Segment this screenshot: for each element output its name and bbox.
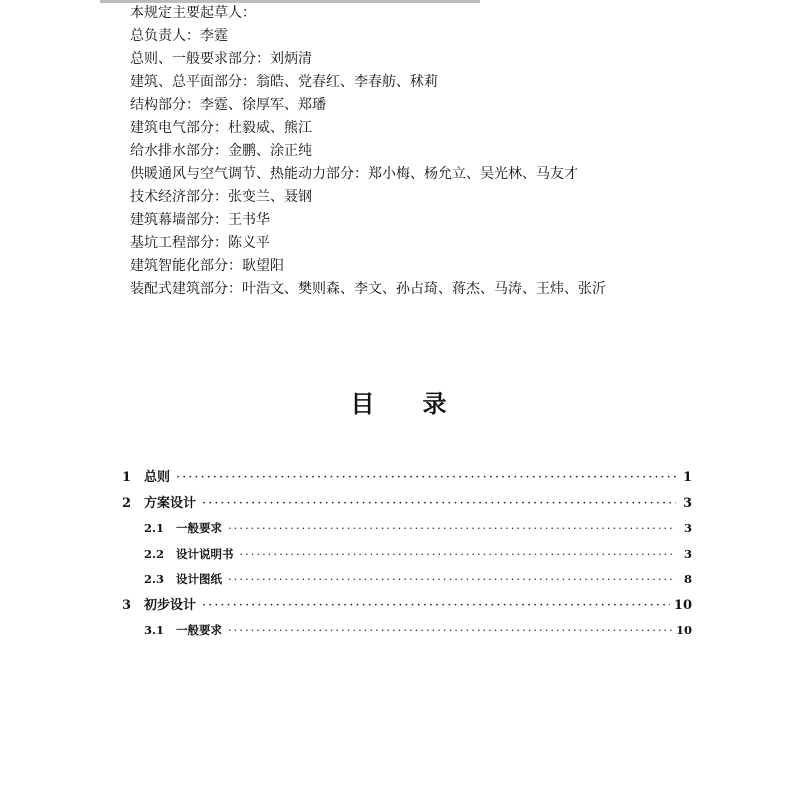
drafters-heading: 本规定主要起草人： <box>130 5 256 21</box>
toc-entry-page: 3 <box>683 521 692 535</box>
toc-entry[interactable] <box>122 542 692 568</box>
toc-entry-title: 初步设计 <box>144 597 197 613</box>
toc-entry-title: 一般要求 <box>176 521 222 535</box>
toc-entry-number: 3 <box>122 597 132 613</box>
drafter-line: 基坑工程部分：陈义平 <box>130 235 270 251</box>
drafter-line: 总则、一般要求部分：刘炳清 <box>130 51 312 67</box>
toc-entry-title: 一般要求 <box>176 623 222 637</box>
toc-leader-dots <box>228 618 672 644</box>
toc-title: 目录 <box>350 390 495 418</box>
table-of-contents <box>122 465 692 644</box>
toc-entry-number: 2 <box>122 495 132 511</box>
toc-entry-page: 8 <box>683 572 692 586</box>
toc-entry-number: 2.3 <box>144 572 165 586</box>
toc-leader-dots <box>228 567 676 593</box>
drafter-line: 供暖通风与空气调节、热能动力部分：郑小梅、杨允立、吴光林、马友才 <box>130 166 578 182</box>
toc-entry[interactable] <box>122 618 692 644</box>
toc-entry-title: 设计图纸 <box>176 572 222 586</box>
drafter-line: 结构部分：李霆、徐厚军、郑璠 <box>130 97 326 113</box>
toc-entry-number: 1 <box>122 470 132 485</box>
toc-leader-dots <box>240 542 677 568</box>
drafter-line: 建筑幕墙部分：王书华 <box>130 212 270 228</box>
drafter-line: 总负责人：李霆 <box>130 28 228 44</box>
toc-entry[interactable] <box>122 593 692 619</box>
toc-entry-number: 3.1 <box>144 623 165 637</box>
toc-leader-dots <box>202 491 676 517</box>
drafter-line: 建筑智能化部分：耿望阳 <box>130 258 284 274</box>
toc-entry-number: 2.2 <box>144 546 165 561</box>
toc-entry-page: 10 <box>675 623 692 637</box>
toc-entry[interactable] <box>122 491 692 517</box>
toc-leader-dots <box>202 593 670 619</box>
drafter-line: 给水排水部分：金鹏、涂正纯 <box>130 143 312 159</box>
toc-entry-number: 2.1 <box>144 521 165 535</box>
drafter-line: 技术经济部分：张变兰、聂钢 <box>130 189 312 205</box>
toc-entry[interactable] <box>122 516 692 542</box>
toc-leader-dots <box>176 465 676 491</box>
toc-entry-page: 1 <box>682 470 692 485</box>
toc-entry-title: 设计说明书 <box>176 546 234 561</box>
toc-entry-title: 总则 <box>144 470 171 485</box>
toc-entry-page: 3 <box>683 546 692 561</box>
drafters-list <box>130 2 750 301</box>
toc-leader-dots <box>228 516 676 542</box>
drafter-line: 装配式建筑部分：叶浩文、樊则森、李文、孙占琦、蒋杰、马涛、王炜、张沂 <box>130 281 606 297</box>
drafter-line: 建筑电气部分：杜毅威、熊江 <box>130 120 312 136</box>
toc-entry-page: 3 <box>682 495 692 511</box>
drafter-line: 建筑、总平面部分：翁皓、党春红、李春舫、秫莉 <box>130 74 438 90</box>
toc-entry-page: 10 <box>673 597 692 613</box>
toc-entry[interactable] <box>122 567 692 593</box>
toc-entry-title: 方案设计 <box>144 495 197 511</box>
toc-entry[interactable] <box>122 465 692 491</box>
